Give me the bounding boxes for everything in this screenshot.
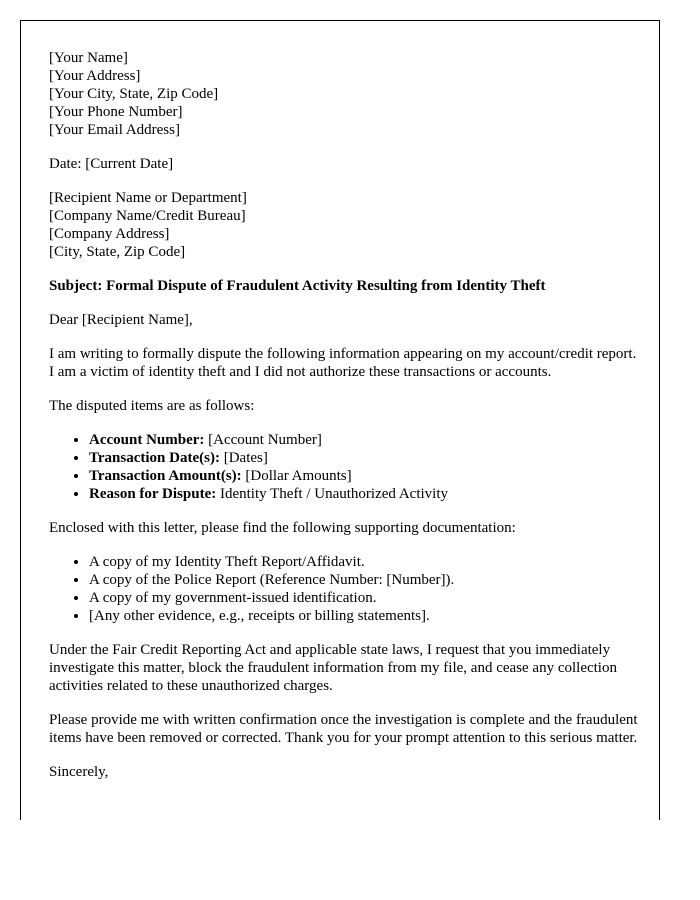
date-block	[49, 155, 639, 173]
confirmation-paragraph: Please provide me with written confirmation once the investigation is complete and the fraudulent items have been removed or corrected. Thank you for your prompt attention to this serious matter.	[49, 712, 638, 746]
enclosure-item: • A copy of my government-issued identification.	[89, 589, 639, 607]
recipient-city-state-zip: [City, State, Zip Code]	[49, 244, 186, 260]
disputed-item	[89, 449, 639, 467]
disputed-item-value: [Account Number]	[204, 432, 322, 448]
enclosure-item: • A copy of the Police Report (Reference Number: [Number]).	[89, 571, 639, 589]
sender-block	[49, 49, 639, 139]
disputed-item-label: Transaction Amount(s):	[89, 468, 242, 484]
recipient-block	[49, 189, 639, 261]
enclosed-intro: Enclosed with this letter, please find the following supporting documentation:	[49, 520, 516, 536]
sender-email: [Your Email Address]	[49, 122, 180, 138]
disputed-item	[89, 467, 639, 485]
request-paragraph: Under the Fair Credit Reporting Act and applicable state laws, I request that you immediately investigate this matter, block the fraudulent information from my file, and cease any collection activities related to these unauthorized charges.	[49, 642, 617, 694]
disputed-item-value: [Dollar Amounts]	[241, 468, 352, 484]
disputed-intro: The disputed items are as follows:	[49, 398, 255, 414]
disputed-items-list	[49, 431, 639, 503]
sender-city-state-zip: [Your City, State, Zip Code]	[49, 86, 219, 102]
recipient-name: [Recipient Name or Department]	[49, 190, 247, 206]
sender-address: [Your Address]	[49, 68, 141, 84]
enclosures-list	[49, 553, 639, 625]
disputed-item-label: Account Number:	[89, 432, 205, 448]
intro-paragraph: I am writing to formally dispute the following information appearing on my account/credit report. I am a victim of identity theft and I did not authorize these transactions or accounts.	[49, 346, 637, 380]
disputed-item	[89, 431, 639, 449]
enclosure-item: • [Any other evidence, e.g., receipts or billing statements].	[89, 607, 639, 625]
letter-page	[20, 20, 660, 820]
disputed-item-value: [Dates]	[219, 450, 268, 466]
letter-content	[49, 49, 639, 797]
recipient-company: [Company Name/Credit Bureau]	[49, 208, 246, 224]
disputed-item-value: Identity Theft / Unauthorized Activity	[216, 486, 448, 502]
recipient-address: [Company Address]	[49, 226, 170, 242]
salutation: Dear [Recipient Name],	[49, 312, 193, 328]
disputed-item-label: Transaction Date(s):	[89, 450, 220, 466]
disputed-item-label: Reason for Dispute:	[89, 486, 217, 502]
enclosure-item: • A copy of my Identity Theft Report/Affidavit.	[89, 553, 639, 571]
disputed-item	[89, 485, 639, 503]
date-line: Date: [Current Date]	[49, 156, 174, 172]
subject-line: Subject: Formal Dispute of Fraudulent Activity Resulting from Identity Theft	[49, 278, 546, 294]
sender-name: [Your Name]	[49, 50, 128, 66]
closing: Sincerely,	[49, 764, 109, 780]
sender-phone: [Your Phone Number]	[49, 104, 183, 120]
